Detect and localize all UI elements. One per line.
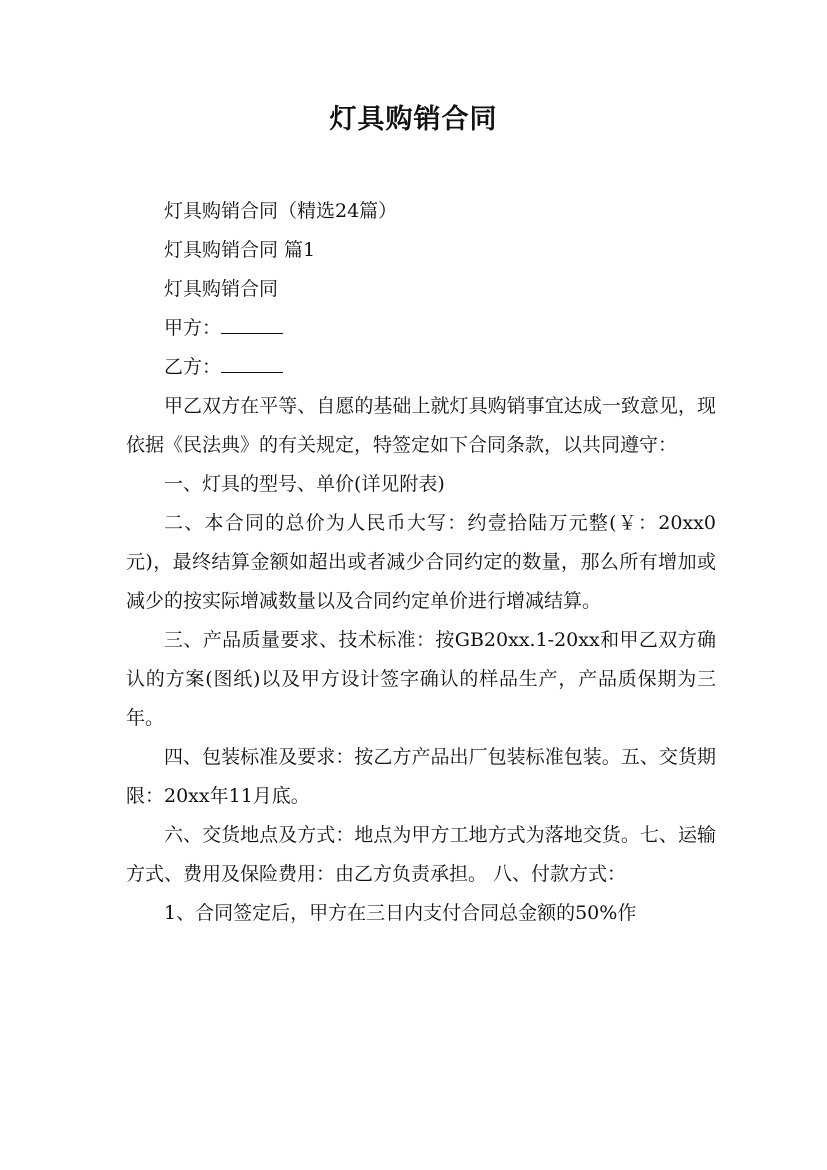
paragraph-payment-1: 1、合同签定后，甲方在三日内支付合同总金额的50%作: [164, 902, 637, 924]
party-b-line: [126, 348, 716, 387]
document-title: 灯具购销合同: [329, 104, 498, 135]
party-a-line: [126, 309, 716, 348]
party-b-label: 乙方：: [164, 356, 222, 378]
collection-subtitle: 灯具购销合同（精选24篇）: [164, 200, 398, 222]
paragraph-clause-6-8: 六、交货地点及方式：地点为甲方工地方式为落地交货。七、运输方式、费用及保险费用：由乙方负责承担。 八、付款方式：: [126, 824, 716, 885]
paragraph-clause-2: 二、本合同的总价为人民币大写：约壹拾陆万元整(￥：20xx0元)，最终结算金额如超出或者减少合同约定的数量，那么所有增加或减少的按实际增减数量以及合同约定单价进行增减结算。: [126, 512, 716, 612]
paragraph-clause-3: 三、产品质量要求、技术标准：按GB20xx.1-20xx和甲乙双方确认的方案(图纸)以及甲方设计签字确认的样品生产，产品质保期为三年。: [126, 629, 716, 729]
paragraph-clause-1: 一、灯具的型号、单价(详见附表): [164, 473, 445, 495]
contract-name: 灯具购销合同: [164, 278, 279, 300]
paragraph-intro: 甲乙双方在平等、自愿的基础上就灯具购销事宜达成一致意见，现依据《民法典》的有关规定，特签定如下合同条款，以共同遵守：: [126, 395, 716, 456]
section-heading: 灯具购销合同 篇1: [164, 239, 316, 261]
party-b-blank: [221, 350, 283, 373]
party-a-blank: [221, 311, 283, 334]
party-a-label: 甲方：: [164, 317, 222, 339]
paragraph-clause-4-5: 四、包装标准及要求：按乙方产品出厂包装标准包装。五、交货期限：20xx年11月底。: [126, 746, 716, 807]
document-body: [126, 192, 716, 933]
